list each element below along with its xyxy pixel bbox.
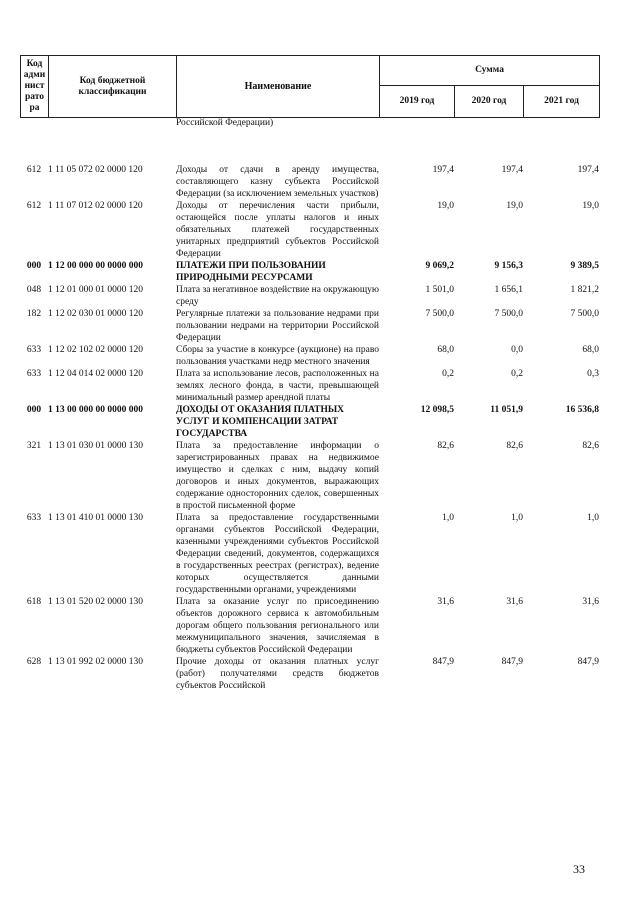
row-value-2019: 1,0 [442, 513, 454, 523]
row-value-2020: 19,0 [506, 201, 523, 211]
page-number: 33 [573, 862, 585, 876]
row-name: Плата за оказание услуг по присоединению объектов дорожного сервиса к автомобильным дорогам общего пользования регионального или межмуниципального значения, зачисляемая в бюджеты субъектов Российской Федерации [176, 597, 379, 655]
row-value-2020: 1 656,1 [494, 285, 523, 295]
continuation-text: Российской Федерации) [176, 118, 274, 128]
row-value-2021: 197,4 [577, 165, 599, 175]
row-admin: 048 [26, 285, 42, 295]
row-value-2019: 19,0 [437, 201, 454, 211]
row-admin: 633 [26, 513, 42, 523]
row-value-2019: 68,0 [437, 345, 454, 355]
row-value-2021: 19,0 [582, 201, 599, 211]
row-admin: 628 [26, 657, 42, 667]
row-name: Плата за негативное воздействие на окружающую среду [176, 285, 379, 307]
row-value-2021: 82,6 [582, 441, 599, 451]
row-value-2019: 31,6 [437, 597, 454, 607]
row-code: 1 12 00 000 00 0000 000 [48, 261, 143, 271]
row-admin: 633 [26, 345, 42, 355]
row-value-2021: 9 389,5 [570, 261, 599, 271]
row-code: 1 12 02 030 01 0000 120 [48, 309, 143, 319]
row-value-2020: 847,9 [501, 657, 523, 667]
header-sum: Сумма [380, 56, 600, 86]
row-value-2021: 31,6 [582, 597, 599, 607]
row-code: 1 12 02 102 02 0000 120 [48, 345, 143, 355]
table-row [20, 368, 599, 404]
table-row-section [20, 404, 599, 440]
table-row [20, 200, 599, 260]
row-value-2020: 1,0 [511, 513, 523, 523]
row-value-2019: 197,4 [432, 165, 454, 175]
row-value-2020: 0,2 [511, 369, 523, 379]
row-value-2020: 82,6 [506, 441, 523, 451]
row-value-2019: 82,6 [437, 441, 454, 451]
row-value-2021: 0,3 [587, 369, 599, 379]
row-value-2020: 0,0 [511, 345, 523, 355]
table-row [20, 656, 599, 692]
row-name: Плата за предоставление информации о зарегистрированных правах на недвижимое имущество и сделках с ним, выдачу копий договоров и иных документов, выражающих содержание односторонних сделок, совершенных в простой письменной форме [176, 441, 379, 511]
row-code: 1 13 01 030 01 0000 130 [48, 441, 143, 451]
row-name: Регулярные платежи за пользование недрами при пользовании недрами на территории Российской Федерации [176, 309, 379, 343]
header-budget-code: Код бюджетной классификации [49, 56, 177, 118]
row-name: Плата за использование лесов, расположенных на землях лесного фонда, в части, превышающей минимальный размер арендной платы [176, 369, 379, 403]
row-value-2020: 7 500,0 [494, 309, 523, 319]
row-code: 1 13 00 000 00 0000 000 [48, 405, 143, 415]
row-value-2021: 1,0 [587, 513, 599, 523]
table-row-section [20, 260, 599, 284]
row-value-2019: 847,9 [432, 657, 454, 667]
row-name: Плата за предоставление государственными органами субъектов Российской Федерации, казенными учреждениями субъектов Российской Федерации сведений, документов, содержащихся в государственных реестрах (регистрах), ведение которых осуществляется данными государственными органами, учреждениями [176, 513, 379, 595]
revenue-table [20, 117, 599, 692]
table-row [20, 308, 599, 344]
row-code: 1 11 05 072 02 0000 120 [48, 165, 143, 175]
row-name: Сборы за участие в конкурсе (аукционе) на право пользования участками недр местного значения [176, 345, 379, 367]
row-value-2021: 1 821,2 [570, 285, 599, 295]
table-row [20, 596, 599, 656]
row-value-2020: 197,4 [501, 165, 523, 175]
row-name: ПЛАТЕЖИ ПРИ ПОЛЬЗОВАНИИ ПРИРОДНЫМИ РЕСУРСАМИ [176, 261, 326, 283]
table-row [20, 344, 599, 368]
row-value-2021: 68,0 [582, 345, 599, 355]
row-admin: 000 [26, 405, 42, 415]
row-value-2019: 9 069,2 [425, 261, 454, 271]
table-row [20, 440, 599, 512]
header-year-2020: 2020 год [455, 86, 524, 118]
row-value-2020: 9 156,3 [494, 261, 523, 271]
row-value-2020: 11 051,9 [490, 405, 523, 415]
header-admin-code: Код адми нист рато ра [21, 56, 49, 118]
row-value-2020: 31,6 [506, 597, 523, 607]
row-name: Доходы от сдачи в аренду имущества, составляющего казну субъекта Российской Федерации (за исключением земельных участков) [176, 165, 379, 199]
row-admin: 612 [26, 165, 42, 175]
row-code: 1 13 01 410 01 0000 130 [48, 513, 143, 523]
row-value-2019: 12 098,5 [420, 405, 454, 415]
row-value-2021: 7 500,0 [570, 309, 599, 319]
header-year-2019: 2019 год [380, 86, 455, 118]
row-name: ДОХОДЫ ОТ ОКАЗАНИЯ ПЛАТНЫХ УСЛУГ И КОМПЕНСАЦИИ ЗАТРАТ ГОСУДАРСТВА [176, 405, 345, 439]
row-value-2019: 0,2 [442, 369, 454, 379]
continuation-row [20, 117, 599, 164]
row-admin: 321 [26, 441, 42, 451]
row-admin: 182 [26, 309, 42, 319]
row-name: Прочие доходы от оказания платных услуг (работ) получателями средств бюджетов субъектов Российской [176, 657, 379, 691]
row-admin: 612 [26, 201, 42, 211]
row-name: Доходы от перечисления части прибыли, остающейся после уплаты налогов и иных обязательных платежей государственных унитарных предприятий субъектов Российской Федерации [176, 201, 379, 259]
row-value-2021: 16 536,8 [565, 405, 599, 415]
row-code: 1 13 01 992 02 0000 130 [48, 657, 143, 667]
table-header [20, 55, 600, 118]
row-admin: 618 [26, 597, 42, 607]
row-code: 1 12 01 000 01 0000 120 [48, 285, 143, 295]
header-name: Наименование [177, 56, 380, 118]
header-year-2021: 2021 год [524, 86, 600, 118]
row-value-2021: 847,9 [577, 657, 599, 667]
row-value-2019: 7 500,0 [425, 309, 454, 319]
table-row [20, 164, 599, 200]
row-code: 1 13 01 520 02 0000 130 [48, 597, 143, 607]
row-value-2019: 1 501,0 [425, 285, 454, 295]
table-row [20, 512, 599, 596]
row-admin: 000 [26, 261, 42, 271]
row-admin: 633 [26, 369, 42, 379]
row-code: 1 11 07 012 02 0000 120 [48, 201, 143, 211]
table-row [20, 284, 599, 308]
row-code: 1 12 04 014 02 0000 120 [48, 369, 143, 379]
